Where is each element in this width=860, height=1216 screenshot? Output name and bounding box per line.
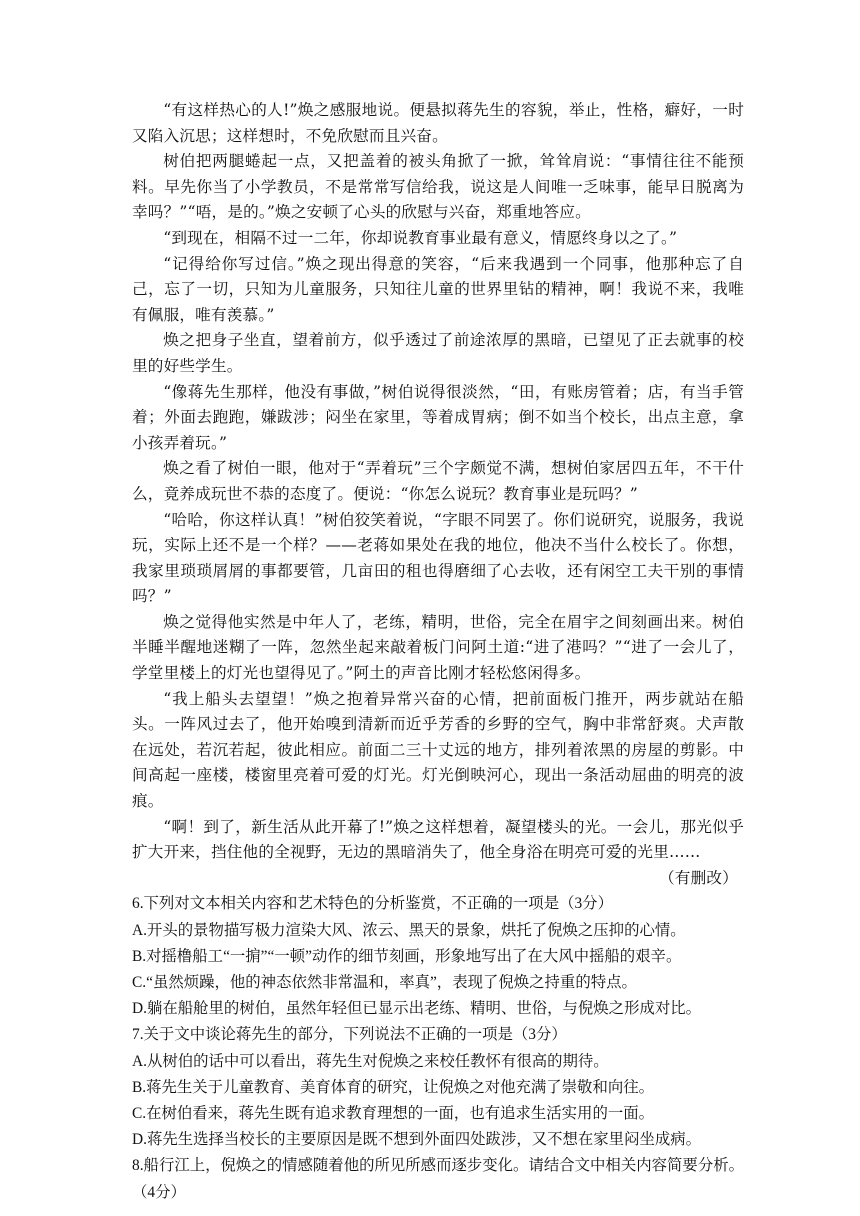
question-7-option-c: C.在树伯看来，蒋先生既有追求教育理想的一面，也有追求生活实用的一面。 — [132, 1105, 655, 1123]
passage-paragraph: “像蒋先生那样，他没有事做，”树伯说得很淡然，“田，有账房管着；店，有当手管着；外面去跑跑，嫌跋涉；闷坐在家里，等着成胃病；倒不如当个校长，出点主意，拿小孩弄着玩。” — [132, 382, 744, 452]
question-6-option-b: B.对摇橹船工“一掮”“一顿”动作的细节刻画，形象地写出了在大风中摇船的艰辛。 — [132, 947, 682, 965]
passage-paragraph: “哈哈，你这样认真！”树伯狡笑着说，“字眼不同罢了。你们说研究，说服务，我说玩，实际上还不是一个样？——老蒋如果处在我的地位，他决不当什么校长了。你想，我家里琐琐屑屑的事都要管，几亩田的租也得磨细了心去收，还有闲空工夫干别的事情吗？” — [132, 510, 744, 606]
story-passage — [132, 98, 744, 891]
question-7-stem: 7.关于文中谈论蒋先生的部分，下列说法不正确的一项是（3分） — [132, 1026, 567, 1044]
passage-paragraph: “到现在，相隔不过一二年，你却说教育事业最有意义，情愿终身以之了。” — [163, 228, 678, 247]
question-8-stem: 8.船行江上，倪焕之的情感随着他的所见所感而逐步变化。请结合文中相关内容简要分析。（4分） — [132, 1157, 744, 1201]
question-section — [132, 891, 744, 1205]
passage-paragraph: 焕之看了树伯一眼，他对于“弄着玩”三个字颇觉不满，想树伯家居四五年，不干什么，竟养成玩世不恭的态度了。便说：“你怎么说玩？教育事业是玩吗？” — [132, 459, 744, 503]
question-6-stem: 6.下列对文本相关内容和艺术特色的分析鉴赏，不正确的一项是（3分） — [132, 895, 613, 913]
source-note: （有删改） — [659, 868, 738, 887]
passage-paragraph: 焕之把身子坐直，望着前方，似乎透过了前途浓厚的黑暗，已望见了正去就事的校里的好些学生。 — [132, 331, 744, 375]
passage-paragraph: “记得给你写过信。”焕之现出得意的笑容，“后来我遇到一个同事，他那种忘了自己，忘了一切，只知为儿童服务，只知往儿童的世界里钻的精神，啊！我说不来，我唯有佩服，唯有羡慕。” — [132, 254, 744, 324]
question-6-option-a: A.开头的景物描写极力渲染大风、浓云、黑天的景象，烘托了倪焕之压抑的心情。 — [132, 921, 686, 939]
passage-paragraph: 焕之觉得他实然是中年人了，老练，精明，世俗，完全在眉宇之间刻画出来。树伯半睡半醒地迷糊了一阵，忽然坐起来敲着板门问阿土道:“进了港吗？”“进了一会儿了，学堂里楼上的灯光也望得见了。”阿土的声音比刚才轻松悠闲得多。 — [132, 612, 744, 683]
passage-paragraph: 树伯把两腿蜷起一点，又把盖着的被头角掀了一掀，耸耸肩说：“事情往往不能预料。早先你当了小学教员，不是常常写信给我，说这是人间唯一乏味事，能早日脱离为幸吗？”“唔，是的。”焕之安顿了心头的欣慰与兴奋，郑重地答应。 — [132, 152, 744, 222]
question-6-option-d: D.躺在船舱里的树伯，虽然年轻但已显示出老练、精明、世俗，与倪焕之形成对比。 — [132, 1000, 702, 1018]
question-7-option-d: D.蒋先生选择当校长的主要原因是既不想到外面四处跋涉，又不想在家里闷坐成病。 — [132, 1131, 702, 1149]
passage-paragraph: “啊！到了，新生活从此开幕了!”焕之这样想着，凝望楼头的光。一会儿，那光似乎扩大开来，挡住他的全视野，无边的黑暗消失了，他全身浴在明亮可爱的光里…… — [132, 817, 744, 862]
passage-paragraph: “我上船头去望望！”焕之抱着异常兴奋的心情，把前面板门推开，两步就站在船头。一阵风过去了，他开始嗅到清新而近乎芳香的乡野的空气，胸中非常舒爽。犬声散在远处，若沉若起，彼此相应。前面二三十丈远的地方，排列着浓黑的房屋的剪影。中间高起一座楼，楼窗里亮着可爱的灯光。灯光倒映河心，现出一条活动屈曲的明亮的波痕。 — [132, 689, 744, 811]
question-7-option-a: A.从树伯的话中可以看出，蒋先生对倪焕之来校任教怀有很高的期待。 — [132, 1052, 609, 1070]
question-6-option-c: C.“虽然烦躁，他的神态依然非常温和，率真”，表现了倪焕之持重的特点。 — [132, 974, 637, 992]
passage-paragraph: “有这样热心的人!”焕之感服地说。便悬拟蒋先生的容貌，举止，性格，癖好，一时又陷入沉思；这样想时，不免欣慰而且兴奋。 — [132, 101, 744, 145]
question-7-option-b: B.蒋先生关于儿童教育、美育体育的研究，让倪焕之对他充满了崇敬和向往。 — [132, 1078, 655, 1096]
